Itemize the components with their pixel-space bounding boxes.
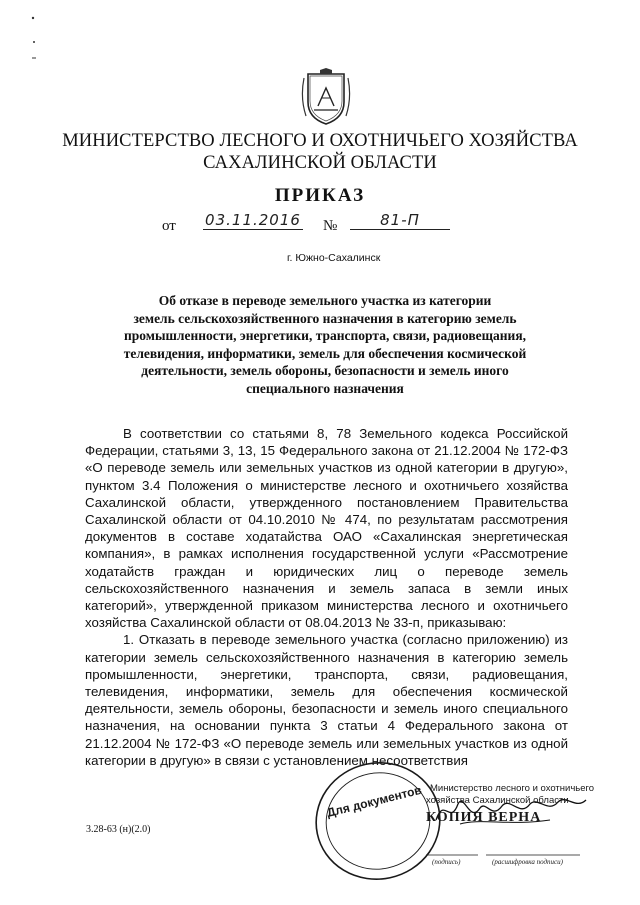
ministry-line-1: МИНИСТЕРСТВО ЛЕСНОГО И ОХОТНИЧЬЕГО ХОЗЯЙСТВА	[62, 131, 578, 151]
stamp-verified: КОПИЯ ВЕРНА	[426, 810, 542, 825]
order-body	[85, 425, 568, 769]
subject-line-6: специального назначения	[246, 380, 404, 396]
order-subject	[110, 292, 540, 397]
ministry-name	[40, 130, 600, 174]
document-type: ПРИКАЗ	[274, 185, 366, 206]
body-paragraph-1: В соответствии со статьями 8, 78 Земельного кодекса Российской Федерации, статьями 3, 13, 15 Федерального закона от 21.12.2004 № 172-ФЗ «О переводе земель или земельных участков из одной категории в другую», пунктом 3.4 Положения о министерстве лесного и охотничьего хозяйства Сахалинской области, утвержденного постановлением Правительства Сахалинской области от 04.10.2010 № 474, по результатам рассмотрения документов в составе ходатайства ОАО «Сахалинская энергетическая компания», в рамках исполнения государственной услуги «Рассмотрение ходатайств граждан и юридических лиц о переводе земель сельскохозяйственного назначения и земель запаса в земли иных категорий», утвержденной приказом министерства лесного и охотничьего хозяйства Сахалинской области от 08.04.2013 № 33-п, приказываю:	[85, 426, 568, 631]
subject-line-4: телевидения, информатики, земель для обеспечения космической	[123, 345, 527, 361]
ministry-line-2: САХАЛИНСКОЙ ОБЛАСТИ	[203, 153, 437, 173]
handwritten-date: 03.11.2016	[203, 211, 303, 230]
number-label: №	[323, 218, 338, 234]
subject-line-3: промышленности, энергетики, транспорта, связи, радиовещания,	[124, 328, 526, 343]
stamp-org-line-1: Министерство лесного и охотничьего	[430, 783, 595, 794]
form-code: 3.28-63 (н)(2.0)	[86, 824, 151, 835]
subject-line-2: земель сельскохозяйственного назначения в категорию земель	[133, 310, 517, 326]
from-label: от	[162, 218, 176, 234]
scan-marks	[30, 14, 40, 64]
subject-line-1: Об отказе в переводе земельного участка из категории	[158, 293, 492, 308]
stamp-caption-name: (расшифровка подписи)	[492, 858, 563, 866]
coat-of-arms-emblem	[300, 68, 352, 126]
body-paragraph-2: 1. Отказать в переводе земельного участка (согласно приложению) из категории земель сельскохозяйственного назначения в категорию земель промышленности, энергетики, транспорта, связи, радиовещания, телевидения, информатики, земель для обеспечения космической деятельности, земель обороны, безопасности и земель иного специального назначения, на основании пункта 3 статьи 4 Федерального закона от 21.12.2004 № 172-ФЗ «О переводе земель или земельных участков из одной категории в другую» в связи с установлением несоответствия	[85, 632, 568, 768]
handwritten-signature	[430, 790, 590, 830]
handwritten-number: 81-П	[350, 211, 450, 230]
stamp-org-line-2: хозяйства Сахалинской области	[426, 795, 569, 806]
subject-line-5: деятельности, земель обороны, безопасности и земель иного	[141, 363, 509, 378]
city-line: г. Южно-Сахалинск	[287, 252, 381, 264]
stamp-caption-sign: (подпись)	[432, 858, 461, 866]
stamp-circle-text: Для документов	[325, 782, 424, 820]
